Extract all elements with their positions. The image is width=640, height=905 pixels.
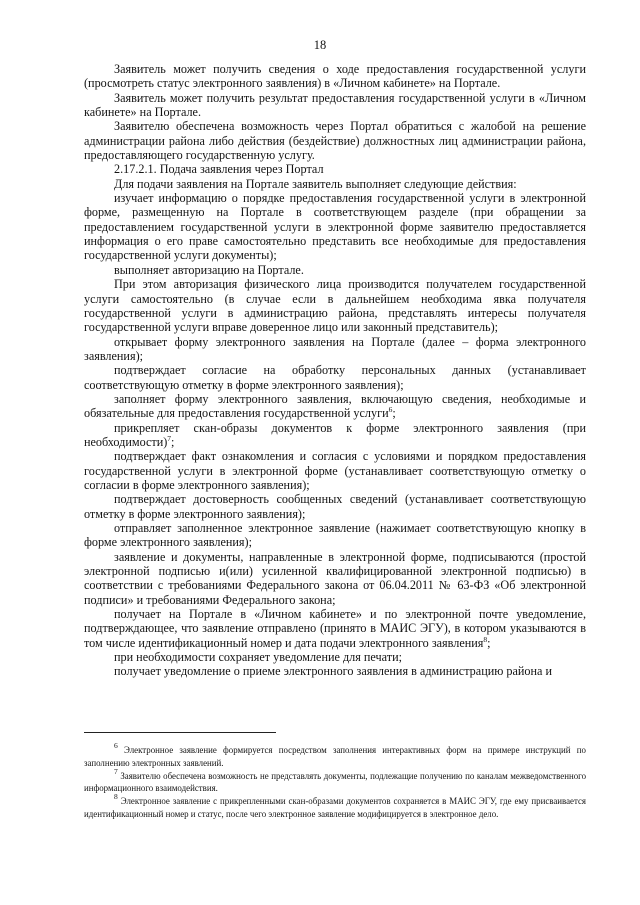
footnotes [84,741,587,821]
step-receive-notice-text: получает на Портале в «Личном кабинете» и по электронной почте уведомление, подтверждающее, что заявление отправлено (принято в МАИС ЭГУ), в котором указываются в том числе идентификационный номер и дата подачи электронного заявления [84,607,586,650]
section-heading: 2.17.2.1. Подача заявления через Портал [114,162,324,177]
step-consent: подтверждает согласие на обработку персональных данных (устанавливает соответствующую отметку в форме электронного заявления); [84,363,586,392]
footnote-ref-8: 8 [483,634,488,644]
footnote-6 [84,741,586,770]
footnote-ref-6: 6 [388,405,393,415]
footnote-8 [84,792,586,821]
step-receive-notice [84,607,586,650]
paragraph-status: Заявитель может получить сведения о ходе предоставления государственной услуги (просмотреть статус электронного заявления) в «Личном кабинете» на Портале. [84,62,586,91]
footnote-text: Электронное заявление с прикрепленными скан-образами документов сохраняется в МАИС ЭГУ, где ему присваивается идентификационный номер и статус, после чего электронное заявление модифицируется в электронное дело. [84,796,586,819]
step-fill-form-text: заполняет форму электронного заявления, включающую сведения, необходимые и обязательные для предоставления государственной услуги [84,391,586,421]
step-fill-form [84,392,586,421]
footnote-text: Электронное заявление формируется посредством заполнения интерактивных форм на примере инструкций по заполнению электронных заявлений. [84,745,586,768]
body-text [84,62,586,679]
footnote-7 [84,766,587,796]
paragraph-result: Заявитель может получить результат предоставления государственной услуги в «Личном кабинете» на Портале. [84,90,586,120]
paragraph-authorization-note: При этом авторизация физического лица производится получателем государственной услуги самостоятельно (в случае если в дальнейшем необходима явка получателя государственной услуги в администрацию района, представлять интересы получателя государственной услуги вправе доверенное лицо или законный представитель); [84,277,586,335]
step-confirm-accuracy: подтверждает достоверность сообщенных сведений (устанавливает соответствующую отметку в форме электронного заявления); [84,492,586,521]
footnote-mark: 6 [114,741,118,750]
footnote-mark: 8 [114,792,118,802]
step-study-info: изучает информацию о порядке предоставления государственной услуги в электронной форме, размещенную на Портале в соответствующем разделе (при обращении за предоставлением государственной услуги в электронной форме заявителю предоставляется информация о его праве самостоятельно представить все необходимые для предоставления государственной услуги документы); [84,191,586,263]
paragraph-complaint: Заявителю обеспечена возможность через Портал обратиться с жалобой на решение администрации района либо действия (бездействие) должностных лиц администрации района, предоставляющего государственную услугу. [84,119,586,163]
step-open-form: открывает форму электронного заявления на Портале (далее – форма электронного заявления); [84,334,586,363]
step-submit: отправляет заполненное электронное заявление (нажимает соответствующую кнопку в форме электронного заявления); [84,521,586,550]
step-save-notice: при необходимости сохраняет уведомление для печати; [114,650,402,665]
footnote-ref-7: 7 [167,433,172,443]
footnote-divider [84,732,276,733]
step-authorize: выполняет авторизацию на Портале. [114,262,304,277]
page-number: 18 [313,38,327,52]
paragraph-signature: заявление и документы, направленные в электронной форме, подписываются (простой электронной подписью и(или) усиленной квалифицированной электронной подписью) в соответствии с требованиями Федерального закона от 06.04.2011 № 63-ФЗ «Об электронной подписи» и требованиями Федерального закона; [84,549,586,607]
step-attach-scans-text: прикрепляет скан-образы документов к форме электронного заявления (при необходимости) [84,420,586,449]
step-receive-notice-end: ; [487,635,491,650]
step-attach-scans [84,421,586,450]
paragraph-intro: Для подачи заявления на Портале заявитель выполняет следующие действия: [114,176,517,191]
footnote-text: Заявителю обеспечена возможность не представлять документы, подлежащие получению по каналам межведомственного информационного взаимодействия. [84,770,587,794]
step-attach-scans-end: ; [171,434,175,449]
step-confirm-conditions: подтверждает факт ознакомления и согласия с условиями и порядком предоставления государственной услуги в электронной форме (устанавливает соответствующую отметку о согласии в форме электронного заявления); [84,449,586,492]
step-fill-form-end: ; [392,406,396,421]
step-receive-acceptance: получает уведомление о приеме электронного заявления в администрацию района и [114,664,553,679]
footnote-mark: 7 [114,766,118,776]
